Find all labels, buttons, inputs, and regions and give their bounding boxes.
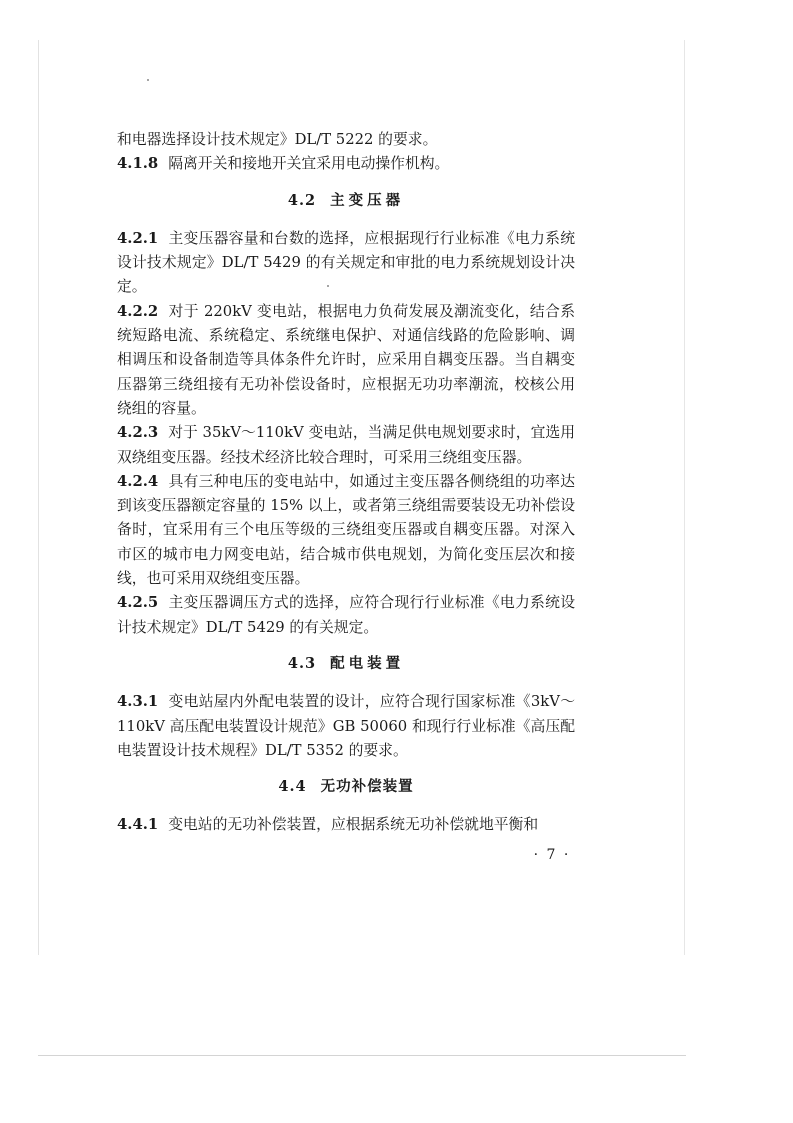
scan-speck bbox=[147, 79, 149, 81]
clause-text: 变电站的无功补偿装置，应根据系统无功补偿就地平衡和 bbox=[168, 816, 539, 834]
continuation-paragraph bbox=[117, 128, 575, 152]
section-heading-4-4 bbox=[117, 775, 575, 799]
clause-4-1-8 bbox=[117, 152, 575, 176]
section-number: 4.4 bbox=[278, 778, 307, 796]
clause-4-2-1 bbox=[117, 227, 575, 300]
clause-4-2-2 bbox=[117, 300, 575, 421]
clause-number: 4.3.1 bbox=[117, 693, 159, 711]
clause-number: 4.1.8 bbox=[117, 155, 159, 173]
clause-text: 主变压器容量和台数的选择，应根据现行行业标准《电力系统设计技术规定》DL/T 5429 的有关规定和审批的电力系统规划设计决定。 bbox=[117, 229, 575, 296]
clause-4-2-4 bbox=[117, 470, 575, 591]
clause-number: 4.4.1 bbox=[117, 816, 159, 834]
section-heading-4-3 bbox=[117, 652, 575, 676]
clause-text: 隔离开关和接地开关宜采用电动操作机构。 bbox=[168, 155, 450, 173]
clause-number: 4.2.2 bbox=[117, 302, 159, 320]
section-title: 配电装置 bbox=[330, 654, 405, 672]
clause-4-2-3 bbox=[117, 421, 575, 470]
scan-edge-right bbox=[684, 40, 685, 955]
clause-4-3-1 bbox=[117, 690, 575, 763]
clause-4-2-5 bbox=[117, 591, 575, 640]
section-title: 主变压器 bbox=[330, 191, 405, 209]
document-page bbox=[117, 128, 575, 838]
page-number: · 7 · bbox=[533, 847, 571, 863]
clause-text: 对于 220kV 变电站，根据电力负荷发展及潮流变化，结合系统短路电流、系统稳定、系统继电保护、对通信线路的危险影响、调相调压和设备制造等具体条件允许时，应采用自耦变压器。当自耦变压器第三绕组接有无功补偿设备时，应根据无功功率潮流，校核公用绕组的容量。 bbox=[117, 302, 575, 417]
section-title: 无功补偿装置 bbox=[320, 778, 414, 796]
clause-text: 对于 35kV～110kV 变电站，当满足供电规划要求时，宜选用双绕组变压器。经技术经济比较合理时，可采用三绕组变压器。 bbox=[117, 424, 575, 466]
clause-number: 4.2.4 bbox=[117, 472, 159, 490]
clause-text: 主变压器调压方式的选择，应符合现行行业标准《电力系统设计技术规定》DL/T 5429 的有关规定。 bbox=[117, 594, 575, 636]
clause-number: 4.2.3 bbox=[117, 424, 159, 442]
clause-number: 4.2.5 bbox=[117, 594, 159, 612]
clause-text: 变电站屋内外配电装置的设计，应符合现行国家标准《3kV～110kV 高压配电装置设计规范》GB 50060 和现行行业标准《高压配电装置设计技术规程》DL/T 5352 的要求。 bbox=[117, 693, 575, 759]
section-heading-4-2 bbox=[117, 189, 575, 213]
clause-4-4-1 bbox=[117, 813, 575, 837]
scan-edge-left bbox=[38, 40, 39, 955]
paragraph-text: 和电器选择设计技术规定》DL/T 5222 的要求。 bbox=[117, 131, 438, 148]
section-number: 4.2 bbox=[287, 191, 317, 209]
scan-bottom-edge bbox=[38, 1055, 686, 1056]
clause-text: 具有三种电压的变电站中，如通过主变压器各侧绕组的功率达到该变压器额定容量的 15% 以上，或者第三绕组需要装设无功补偿设备时，宜采用有三个电压等级的三绕组变压器或自耦变压器。对深入市区的城市电力网变电站，结合城市供电规划，为简化变压层次和接线，也可采用双绕组变压器。 bbox=[117, 472, 575, 588]
section-number: 4.3 bbox=[287, 654, 317, 672]
clause-number: 4.2.1 bbox=[117, 229, 159, 247]
